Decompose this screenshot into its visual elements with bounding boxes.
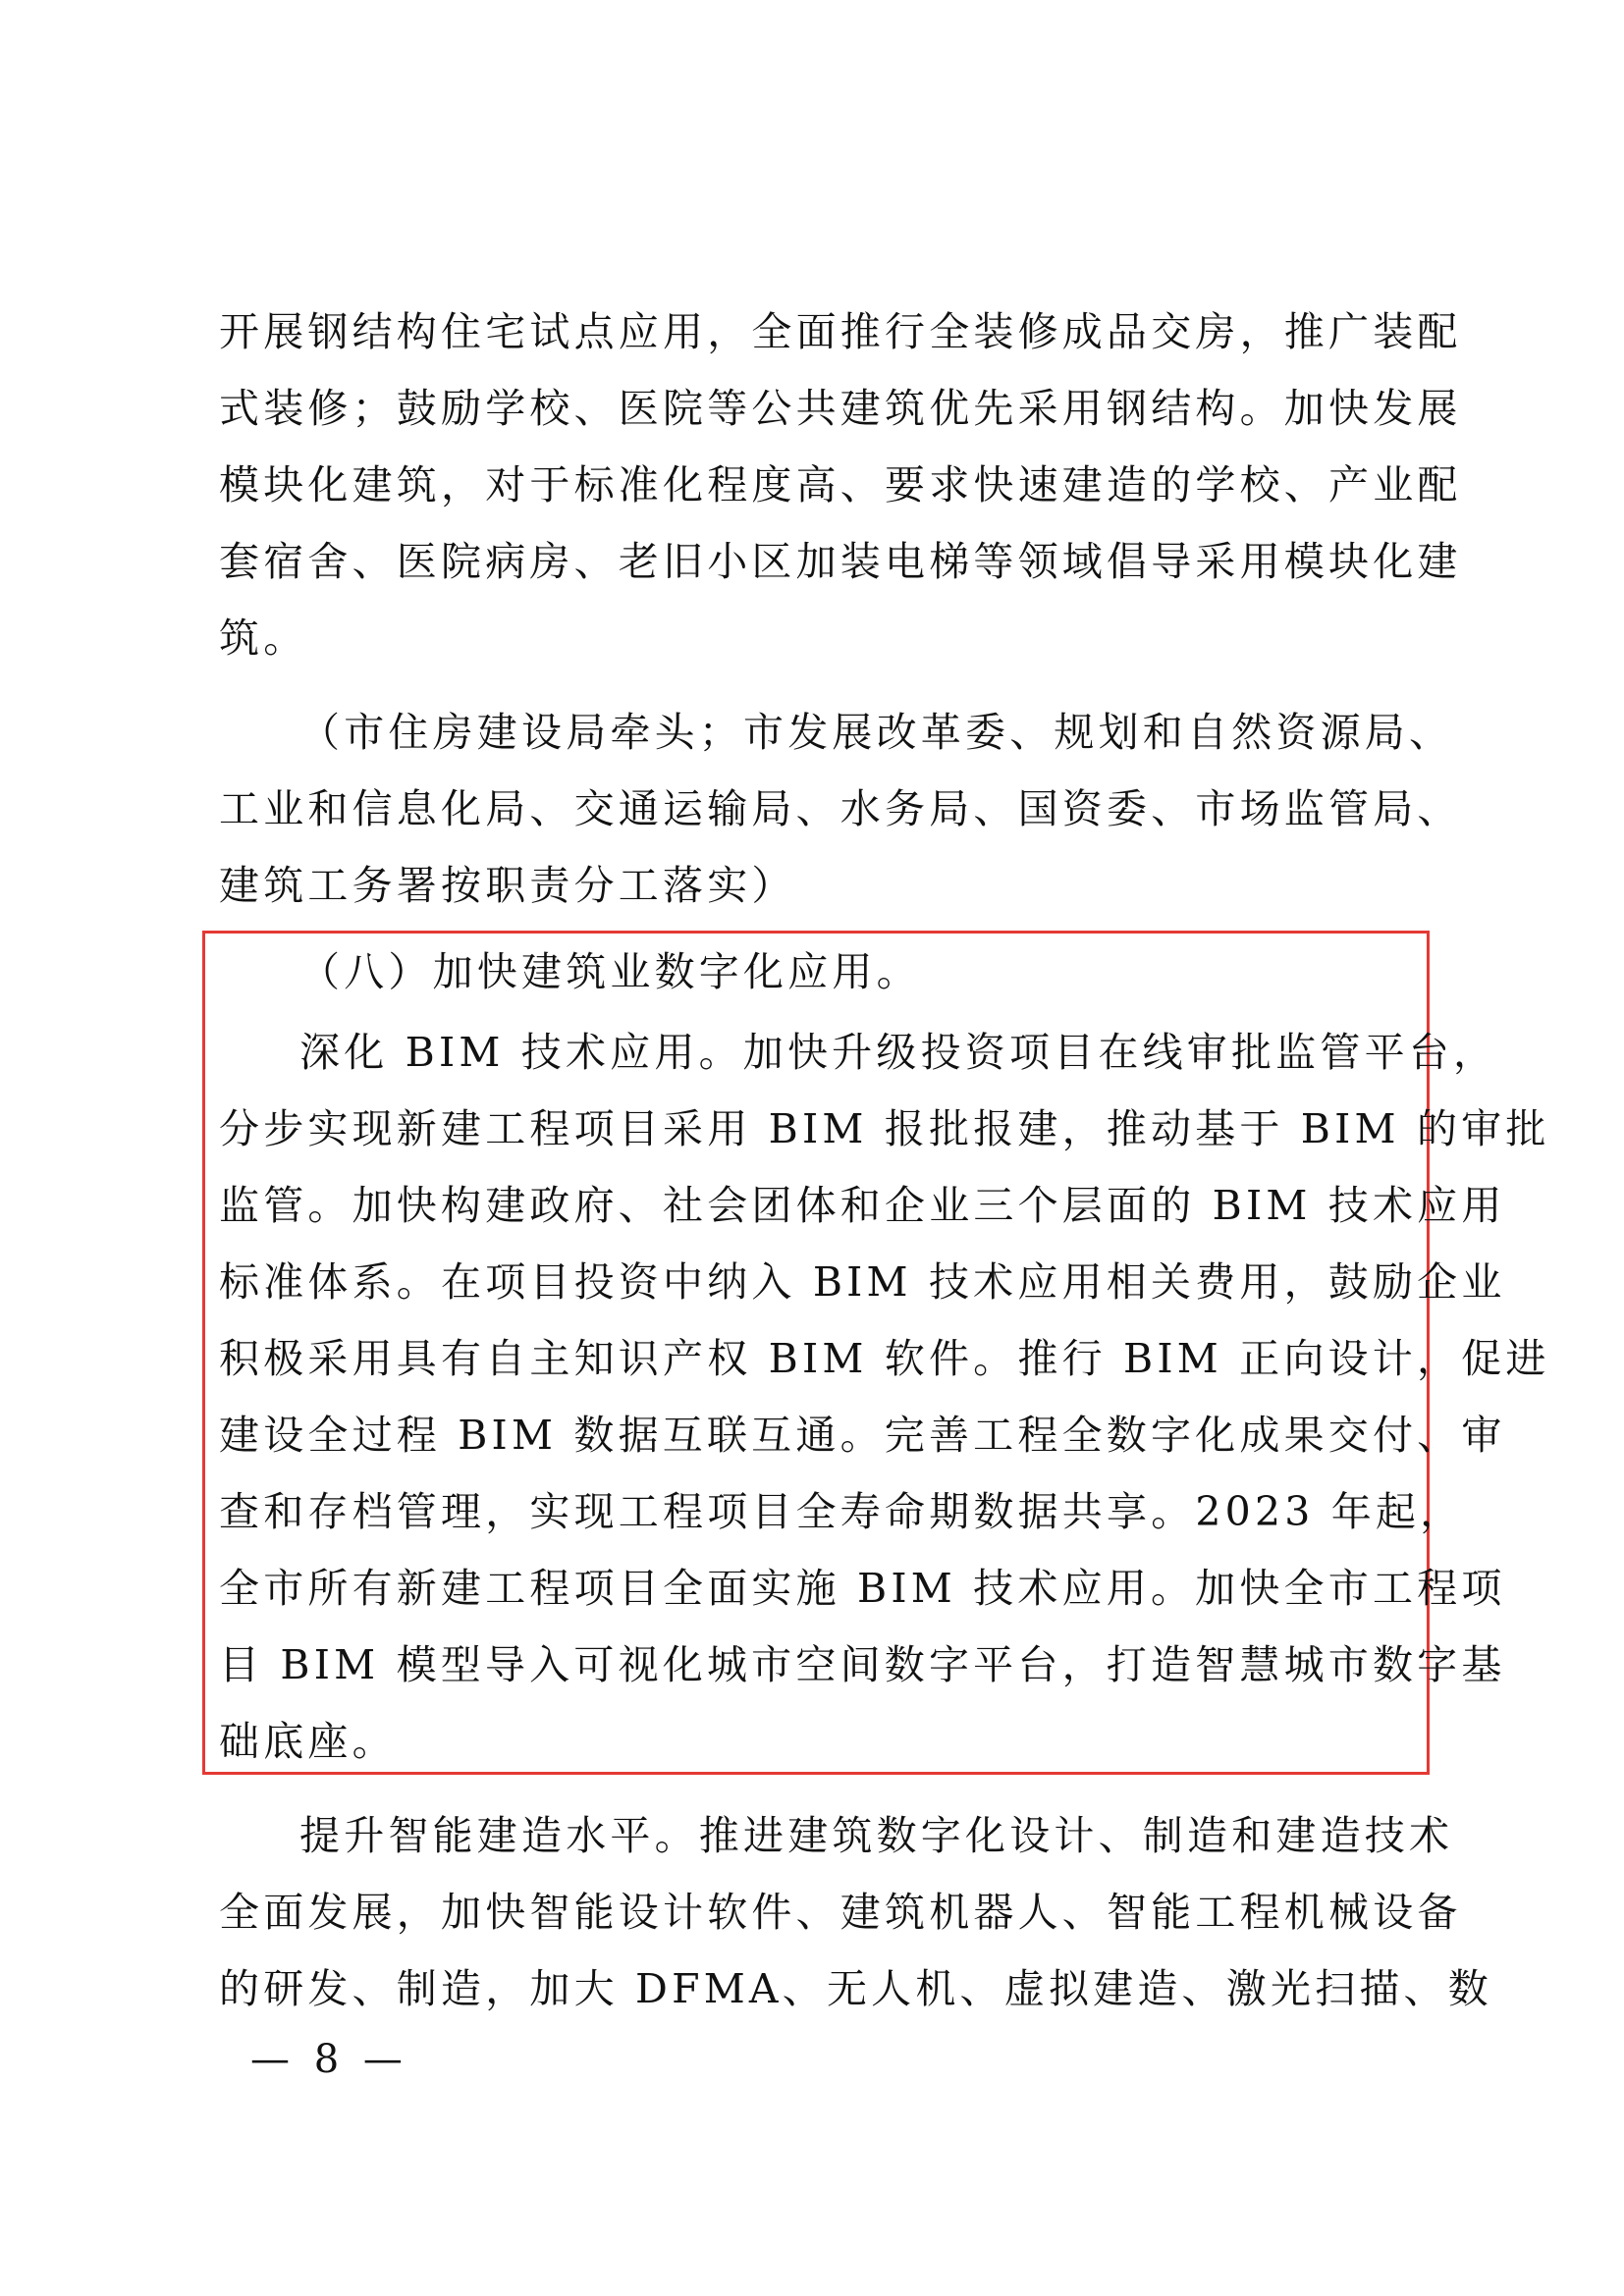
body-text-line: 开展钢结构住宅试点应用，全面推行全装修成品交房，推广装配 xyxy=(219,308,1462,355)
highlighted-text-line: 查和存档管理，实现工程项目全寿命期数据共享。2023 年起， xyxy=(219,1488,1465,1535)
body-text-line: 的研发、制造，加大 DFMA、无人机、虚拟建造、激光扫描、数 xyxy=(219,1965,1492,2012)
highlighted-text-line: 础底座。 xyxy=(219,1718,397,1765)
highlighted-text-line: 建设全过程 BIM 数据互联互通。完善工程全数字化成果交付、审 xyxy=(219,1412,1506,1459)
section-heading: （八）加快建筑业数字化应用。 xyxy=(299,948,921,995)
highlighted-text-line: 分步实现新建工程项目采用 BIM 报批报建，推动基于 BIM 的审批 xyxy=(219,1105,1550,1152)
highlighted-text-line: 监管。加快构建政府、社会团体和企业三个层面的 BIM 技术应用 xyxy=(219,1182,1506,1229)
highlighted-text-line: 全市所有新建工程项目全面实施 BIM 技术应用。加快全市工程项 xyxy=(219,1565,1506,1612)
highlighted-text-line: 深化 BIM 技术应用。加快升级投资项目在线审批监管平台， xyxy=(299,1029,1498,1076)
responsibility-note-line: （市住房建设局牵头；市发展改革委、规划和自然资源局、 xyxy=(299,709,1454,756)
body-text-line: 全面发展，加快智能设计软件、建筑机器人、智能工程机械设备 xyxy=(219,1889,1462,1936)
body-text-line: 筑。 xyxy=(219,614,308,662)
highlighted-text-line: 目 BIM 模型导入可视化城市空间数字平台，打造智慧城市数字基 xyxy=(219,1641,1506,1688)
highlighted-text-line: 标准体系。在项目投资中纳入 BIM 技术应用相关费用，鼓励企业 xyxy=(219,1258,1506,1306)
body-text-line: 式装修；鼓励学校、医院等公共建筑优先采用钢结构。加快发展 xyxy=(219,385,1462,432)
body-text-line: 模块化建筑，对于标准化程度高、要求快速建造的学校、产业配 xyxy=(219,461,1462,508)
responsibility-note-line: 工业和信息化局、交通运输局、水务局、国资委、市场监管局、 xyxy=(219,785,1462,832)
responsibility-note-line: 建筑工务署按职责分工落实） xyxy=(219,862,796,909)
page-number: — 8 — xyxy=(250,2037,408,2082)
body-text-line: 提升智能建造水平。推进建筑数字化设计、制造和建造技术 xyxy=(299,1812,1454,1859)
body-text-line: 套宿舍、医院病房、老旧小区加装电梯等领域倡导采用模块化建 xyxy=(219,538,1462,585)
highlighted-text-line: 积极采用具有自主知识产权 BIM 软件。推行 BIM 正向设计，促进 xyxy=(219,1335,1550,1382)
